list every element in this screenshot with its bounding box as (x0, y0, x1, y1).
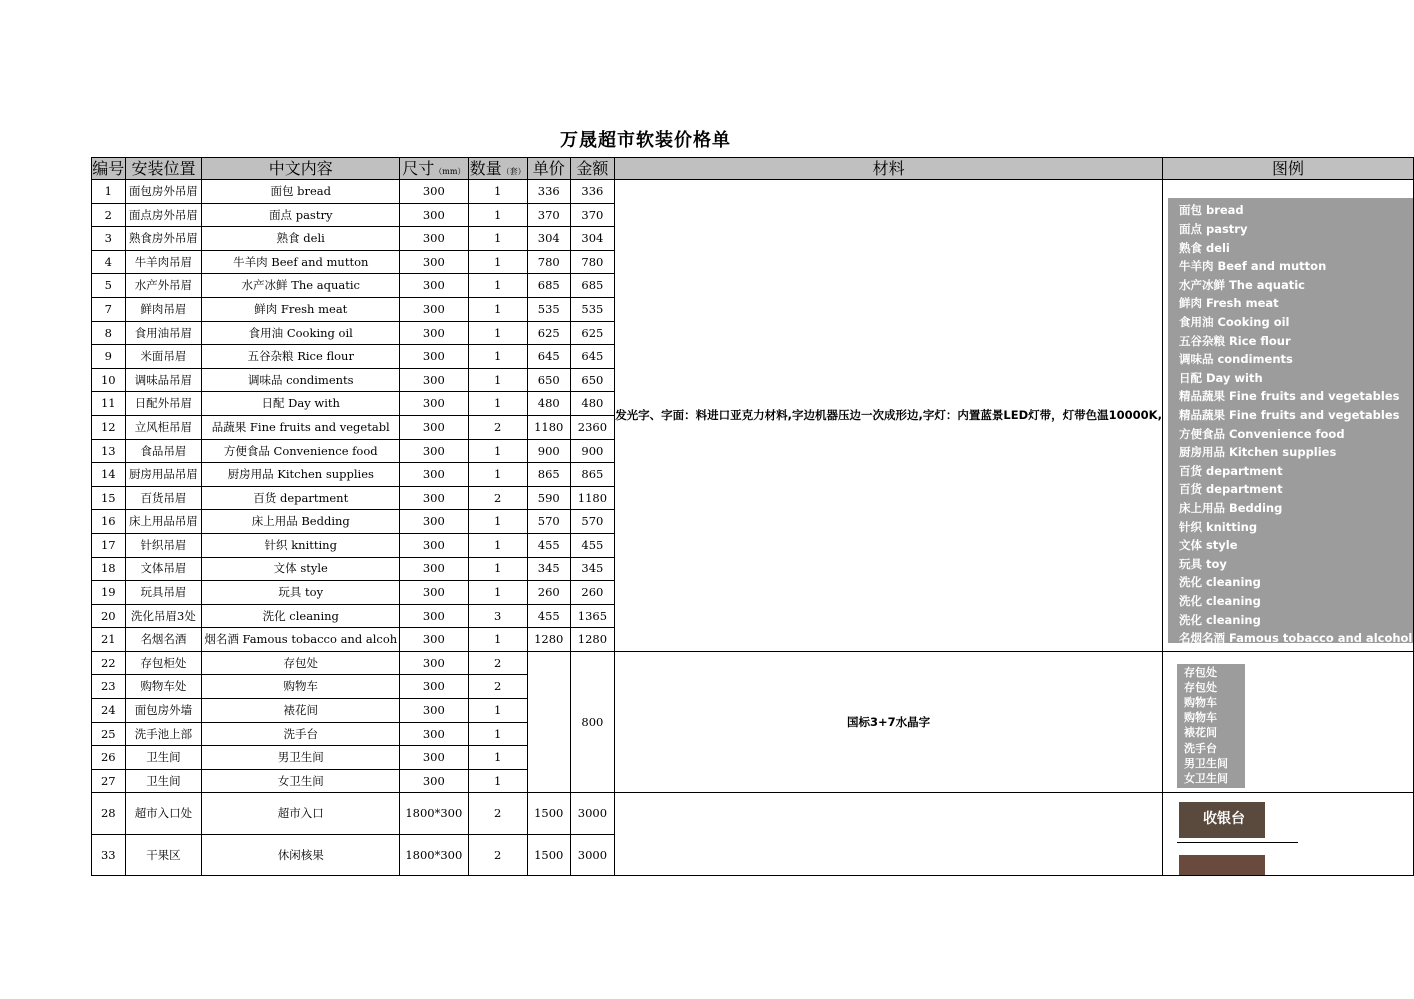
cell-content: 五谷杂粮 Rice flour (202, 345, 400, 369)
legend-label: 鲜肉 Fresh meat (1178, 296, 1279, 311)
cell-qty: 1 (468, 581, 527, 605)
cell-price (527, 651, 570, 793)
cell-content: 调味品 condiments (202, 368, 400, 392)
cell-no: 16 (92, 510, 126, 534)
legend-label: 厨房用品 Kitchen supplies (1178, 445, 1337, 460)
cell-amount: 1280 (570, 628, 615, 652)
cell-qty: 1 (468, 203, 527, 227)
cell-location: 面包房外墙 (125, 699, 202, 723)
cell-qty: 1 (468, 557, 527, 581)
cell-amount: 685 (570, 274, 615, 298)
cell-qty: 1 (468, 769, 527, 793)
cell-location: 食品吊眉 (125, 439, 202, 463)
sign-photo (1179, 855, 1265, 875)
legend-label: 水产冰鲜 The aquatic (1178, 277, 1305, 292)
legend-label: 熟食 deli (1178, 240, 1230, 255)
legend-label: 男卫生间 (1183, 756, 1228, 770)
legend-label: 面点 pastry (1178, 222, 1248, 237)
material-text: 国标3+7水晶字 (615, 651, 1163, 793)
cell-qty: 1 (468, 321, 527, 345)
legend-label: 购物车 (1183, 711, 1217, 725)
cell-no: 13 (92, 439, 126, 463)
cell-content: 方便食品 Convenience food (202, 439, 400, 463)
cell-size: 300 (400, 250, 468, 274)
cell-content: 百货 department (202, 486, 400, 510)
cell-size: 300 (400, 439, 468, 463)
cell-amount: 345 (570, 557, 615, 581)
cell-amount: 865 (570, 463, 615, 487)
price-table (91, 157, 1414, 876)
cell-size: 300 (400, 486, 468, 510)
cell-location: 米面吊眉 (125, 345, 202, 369)
legend-label: 存包处 (1183, 665, 1217, 679)
cell-price: 455 (527, 533, 570, 557)
cell-size: 300 (400, 604, 468, 628)
cell-size: 300 (400, 628, 468, 652)
cell-amount: 260 (570, 581, 615, 605)
divider (1177, 842, 1298, 843)
cell-no: 20 (92, 604, 126, 628)
table-row (92, 651, 1414, 675)
header-row (92, 158, 1414, 180)
cell-no: 27 (92, 769, 126, 793)
cell-location: 牛羊肉吊眉 (125, 250, 202, 274)
page-title: 万晟超市软装价格单 (560, 130, 731, 151)
cell-no: 14 (92, 463, 126, 487)
cell-content: 品蔬果 Fine fruits and vegetabl (202, 415, 400, 439)
cell-no: 21 (92, 628, 126, 652)
cell-content: 床上用品 Bedding (202, 510, 400, 534)
header-no: 编号 (92, 158, 125, 178)
cell-size: 300 (400, 415, 468, 439)
cell-no: 28 (92, 793, 126, 835)
cell-size: 300 (400, 368, 468, 392)
cell-price: 780 (527, 250, 570, 274)
cell-amount: 800 (570, 651, 615, 793)
cell-qty: 1 (468, 628, 527, 652)
cell-price: 260 (527, 581, 570, 605)
cell-qty: 2 (468, 415, 527, 439)
cell-qty: 2 (468, 675, 527, 699)
cell-amount: 336 (570, 180, 615, 204)
cell-amount: 1365 (570, 604, 615, 628)
legend-label: 百货 department (1178, 463, 1283, 478)
cell-location: 百货吊眉 (125, 486, 202, 510)
legend-label: 洗化 cleaning (1178, 575, 1261, 590)
cell-location: 调味品吊眉 (125, 368, 202, 392)
cell-location: 卫生间 (125, 746, 202, 770)
cell-content: 鲜肉 Fresh meat (202, 297, 400, 321)
legend-label: 调味品 condiments (1178, 352, 1293, 367)
material-cell (615, 793, 1163, 876)
cell-qty: 2 (468, 651, 527, 675)
cell-price: 625 (527, 321, 570, 345)
cell-qty: 1 (468, 510, 527, 534)
cell-qty: 2 (468, 793, 527, 835)
cell-amount: 455 (570, 533, 615, 557)
cell-price: 1500 (527, 834, 570, 876)
legend-image (1177, 664, 1245, 788)
cell-qty: 1 (468, 227, 527, 251)
cell-price: 685 (527, 274, 570, 298)
cell-size: 300 (400, 533, 468, 557)
cell-qty: 1 (468, 180, 527, 204)
cell-price: 480 (527, 392, 570, 416)
cell-content: 洗手台 (202, 722, 400, 746)
cell-no: 10 (92, 368, 126, 392)
cell-qty: 1 (468, 392, 527, 416)
legend-label: 百货 department (1178, 482, 1283, 497)
legend-label: 牛羊肉 Beef and mutton (1178, 259, 1327, 274)
legend-label: 洗化 cleaning (1178, 612, 1261, 627)
legend-label: 文体 style (1178, 538, 1238, 553)
cell-qty: 1 (468, 297, 527, 321)
cell-content: 男卫生间 (202, 746, 400, 770)
cell-location: 面点房外吊眉 (125, 203, 202, 227)
cell-amount: 900 (570, 439, 615, 463)
legend-label: 面包 bread (1178, 203, 1244, 218)
legend-label: 女卫生间 (1183, 771, 1228, 785)
cell-location: 洗手池上部 (125, 722, 202, 746)
legend-label: 精品蔬果 Fine fruits and vegetables (1178, 407, 1400, 422)
header-material: 材料 (615, 158, 1163, 180)
cell-content: 存包处 (202, 651, 400, 675)
cell-content: 洗化 cleaning (202, 604, 400, 628)
cell-location: 鲜肉吊眉 (125, 297, 202, 321)
header-location: 安装位置 (125, 158, 202, 180)
cell-amount: 625 (570, 321, 615, 345)
cell-amount: 780 (570, 250, 615, 274)
cell-price: 865 (527, 463, 570, 487)
legend-label: 床上用品 Bedding (1178, 500, 1283, 515)
material-text: 发光字、字面：料进口亚克力材料,字边机器压边一次成形边,字灯：内置蓝景LED灯带，灯带色温10000K, (615, 180, 1163, 652)
cell-location: 干果区 (125, 834, 202, 876)
cell-content: 裱花间 (202, 699, 400, 723)
header-size: 尺寸（mm） (400, 158, 468, 180)
legend-label: 食用油 Cooking oil (1178, 315, 1290, 329)
cell-location: 熟食房外吊眉 (125, 227, 202, 251)
cell-amount: 645 (570, 345, 615, 369)
cell-qty: 2 (468, 834, 527, 876)
cell-size: 1800*300 (400, 793, 468, 835)
cell-size: 1800*300 (400, 834, 468, 876)
cell-location: 超市入口处 (125, 793, 202, 835)
cell-price: 900 (527, 439, 570, 463)
cell-location: 卫生间 (125, 769, 202, 793)
cell-content: 文体 style (202, 557, 400, 581)
cell-location: 水产外吊眉 (125, 274, 202, 298)
cell-amount: 570 (570, 510, 615, 534)
cell-price: 1280 (527, 628, 570, 652)
cell-price: 455 (527, 604, 570, 628)
cell-no: 7 (92, 297, 126, 321)
header-content: 中文内容 (202, 158, 400, 180)
cell-no: 23 (92, 675, 126, 699)
legend-cell (1162, 793, 1413, 876)
sign-photo (1179, 802, 1265, 838)
cell-size: 300 (400, 345, 468, 369)
cell-no: 24 (92, 699, 126, 723)
cell-content: 休闲核果 (202, 834, 400, 876)
header-amount: 金额 (570, 158, 615, 180)
cell-location: 文体吊眉 (125, 557, 202, 581)
cell-size: 300 (400, 651, 468, 675)
cell-size: 300 (400, 227, 468, 251)
legend-label: 存包处 (1183, 680, 1217, 694)
cell-no: 9 (92, 345, 126, 369)
cell-qty: 3 (468, 604, 527, 628)
cell-amount: 480 (570, 392, 615, 416)
legend-label: 玩具 toy (1178, 556, 1227, 571)
cell-size: 300 (400, 297, 468, 321)
cell-no: 33 (92, 834, 126, 876)
legend-label: 名烟名酒 Famous tobacco and alcohol (1178, 631, 1413, 646)
legend-label: 洗手台 (1183, 741, 1217, 755)
header-qty: 数量（套） (469, 158, 526, 178)
cell-size: 300 (400, 321, 468, 345)
cell-location: 食用油吊眉 (125, 321, 202, 345)
cell-qty: 1 (468, 746, 527, 770)
cell-no: 2 (92, 203, 126, 227)
cell-qty: 1 (468, 722, 527, 746)
cell-price: 336 (527, 180, 570, 204)
sign-text: 收银台 (1202, 811, 1245, 828)
cell-content: 日配 Day with (202, 392, 400, 416)
cell-qty: 1 (468, 250, 527, 274)
cell-price: 345 (527, 557, 570, 581)
header-legend: 图例 (1162, 158, 1413, 180)
cell-location: 床上用品吊眉 (125, 510, 202, 534)
cell-qty: 1 (468, 699, 527, 723)
cell-content: 面包 bread (202, 180, 400, 204)
cell-amount: 304 (570, 227, 615, 251)
cell-size: 300 (400, 510, 468, 534)
cell-qty: 1 (468, 463, 527, 487)
cell-qty: 2 (468, 486, 527, 510)
cell-price: 304 (527, 227, 570, 251)
cell-content: 熟食 deli (202, 227, 400, 251)
legend-label: 五谷杂粮 Rice flour (1178, 333, 1291, 348)
cell-content: 针织 knitting (202, 533, 400, 557)
cell-location: 面包房外吊眉 (125, 180, 202, 204)
cell-qty: 1 (468, 368, 527, 392)
cell-price: 535 (527, 297, 570, 321)
cell-qty: 1 (468, 345, 527, 369)
cell-size: 300 (400, 769, 468, 793)
header-unit-price: 单价 (527, 158, 570, 180)
legend-image (1168, 198, 1413, 646)
cell-size: 300 (400, 203, 468, 227)
cell-no: 12 (92, 415, 126, 439)
legend-label: 裱花间 (1183, 726, 1217, 740)
cell-size: 300 (400, 699, 468, 723)
cell-location: 立风柜吊眉 (125, 415, 202, 439)
cell-location: 购物车处 (125, 675, 202, 699)
cell-amount: 535 (570, 297, 615, 321)
cell-no: 8 (92, 321, 126, 345)
cell-size: 300 (400, 557, 468, 581)
cell-size: 300 (400, 180, 468, 204)
cell-no: 17 (92, 533, 126, 557)
cell-content: 牛羊肉 Beef and mutton (202, 250, 400, 274)
legend-label: 精品蔬果 Fine fruits and vegetables (1178, 389, 1400, 404)
legend-label: 日配 Day with (1178, 370, 1263, 385)
cell-location: 存包柜处 (125, 651, 202, 675)
cell-size: 300 (400, 675, 468, 699)
cell-content: 超市入口 (202, 793, 400, 835)
cell-location: 名烟名酒 (125, 628, 202, 652)
cell-location: 玩具吊眉 (125, 581, 202, 605)
cell-location: 针织吊眉 (125, 533, 202, 557)
cell-qty: 1 (468, 439, 527, 463)
cell-price: 370 (527, 203, 570, 227)
cell-price: 1500 (527, 793, 570, 835)
cell-amount: 370 (570, 203, 615, 227)
cell-content: 厨房用品 Kitchen supplies (202, 463, 400, 487)
cell-price: 590 (527, 486, 570, 510)
cell-no: 5 (92, 274, 126, 298)
cell-content: 水产冰鲜 The aquatic (202, 274, 400, 298)
cell-no: 19 (92, 581, 126, 605)
cell-no: 18 (92, 557, 126, 581)
cell-amount: 2360 (570, 415, 615, 439)
legend-label: 洗化 cleaning (1178, 593, 1261, 608)
cell-no: 11 (92, 392, 126, 416)
cell-no: 1 (92, 180, 126, 204)
legend-label: 购物车 (1183, 696, 1217, 710)
cell-size: 300 (400, 746, 468, 770)
cell-qty: 1 (468, 533, 527, 557)
cell-no: 26 (92, 746, 126, 770)
cell-location: 厨房用品吊眉 (125, 463, 202, 487)
cell-location: 洗化吊眉3处 (125, 604, 202, 628)
cell-content: 面点 pastry (202, 203, 400, 227)
cell-no: 4 (92, 250, 126, 274)
cell-content: 购物车 (202, 675, 400, 699)
cell-size: 300 (400, 392, 468, 416)
table-row (92, 180, 1414, 204)
cell-location: 日配外吊眉 (125, 392, 202, 416)
cell-qty: 1 (468, 274, 527, 298)
cell-size: 300 (400, 274, 468, 298)
cell-content: 玩具 toy (202, 581, 400, 605)
cell-no: 15 (92, 486, 126, 510)
legend-cell (1162, 180, 1413, 652)
cell-amount: 650 (570, 368, 615, 392)
cell-price: 570 (527, 510, 570, 534)
cell-amount: 3000 (570, 834, 615, 876)
cell-amount: 3000 (570, 793, 615, 835)
cell-price: 1180 (527, 415, 570, 439)
legend-label: 针织 knitting (1178, 519, 1258, 534)
cell-size: 300 (400, 722, 468, 746)
cell-price: 645 (527, 345, 570, 369)
cell-content: 女卫生间 (202, 769, 400, 793)
table-row (92, 793, 1414, 835)
cell-amount: 1180 (570, 486, 615, 510)
cell-size: 300 (400, 581, 468, 605)
cell-no: 25 (92, 722, 126, 746)
legend-label: 方便食品 Convenience food (1178, 426, 1345, 441)
cell-size: 300 (400, 463, 468, 487)
cell-price: 650 (527, 368, 570, 392)
cell-no: 3 (92, 227, 126, 251)
cell-no: 22 (92, 651, 126, 675)
cell-content: 烟名酒 Famous tobacco and alcoh (202, 628, 400, 652)
legend-cell (1162, 651, 1413, 793)
cell-content: 食用油 Cooking oil (202, 321, 400, 345)
